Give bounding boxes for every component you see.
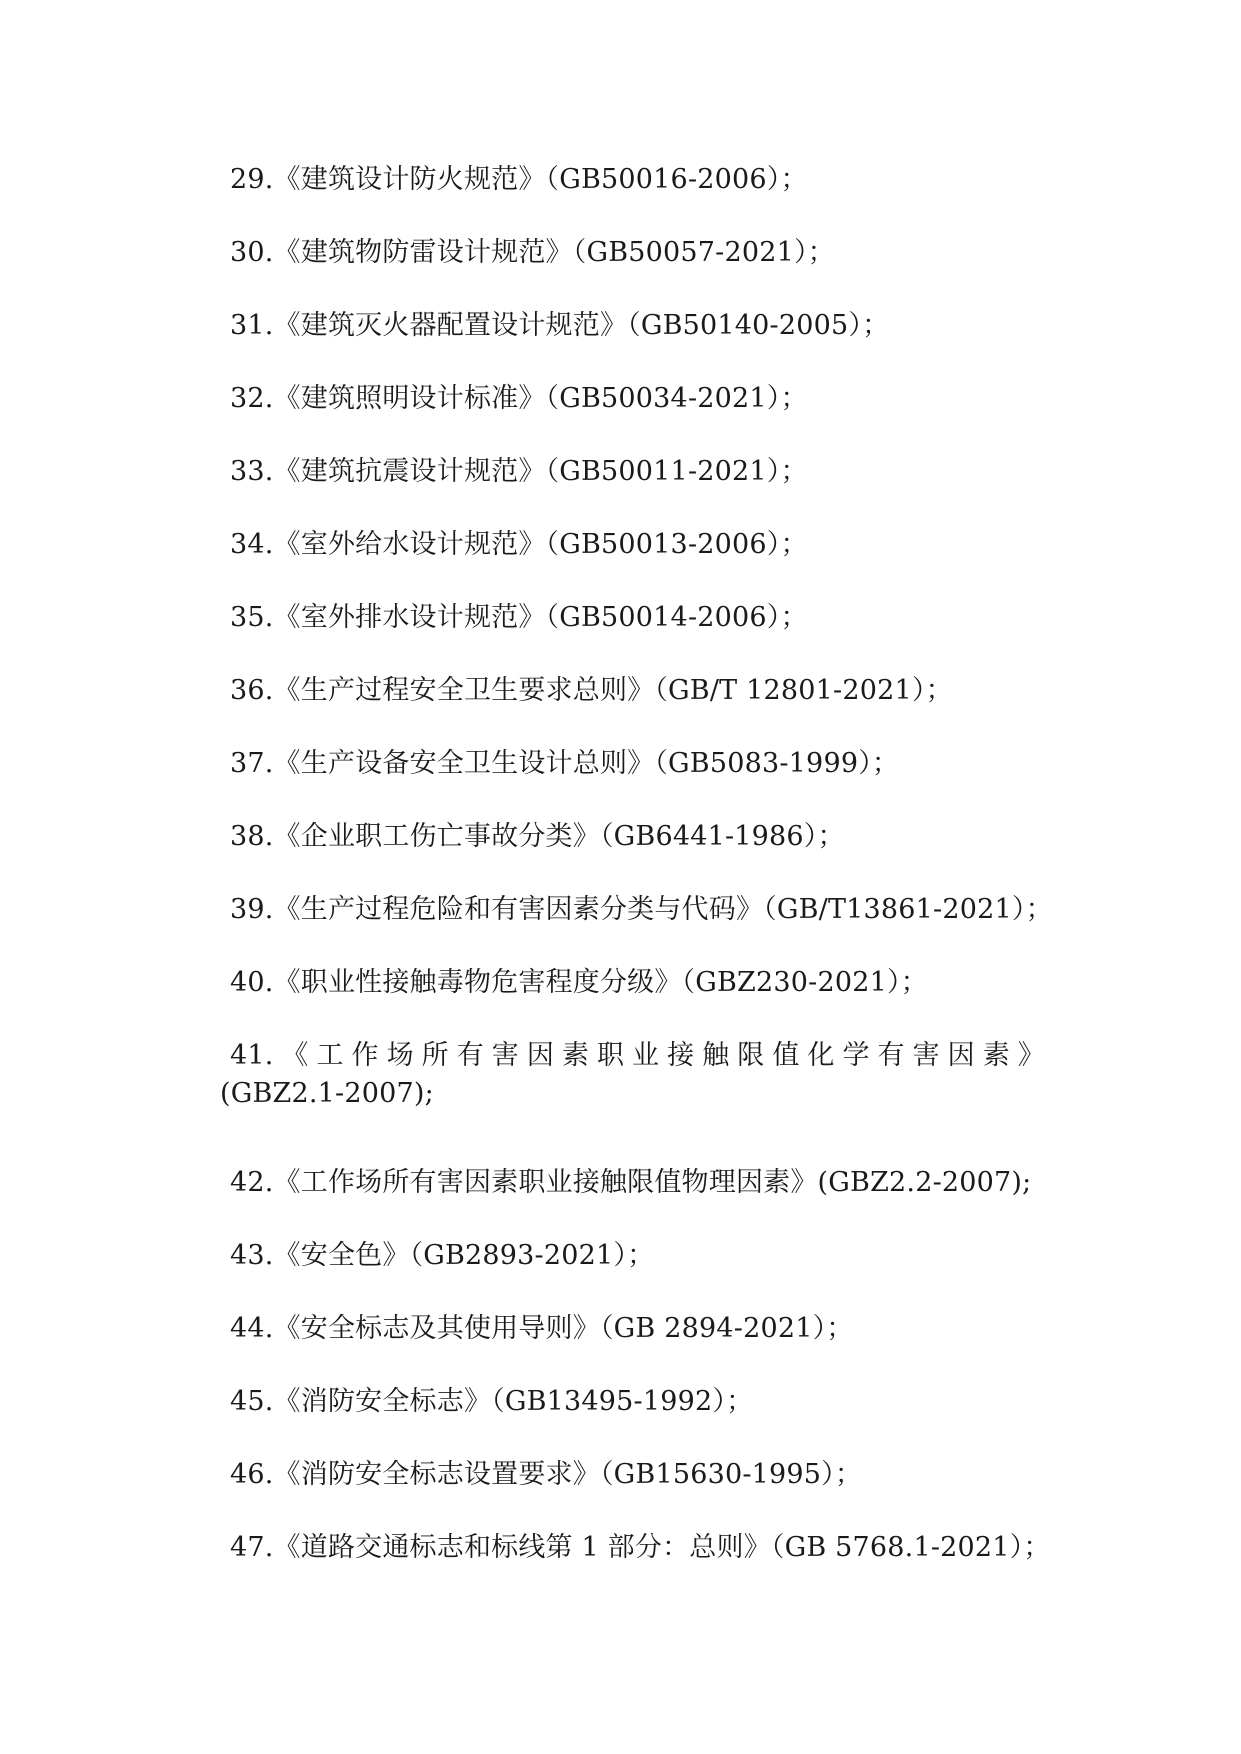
reference-item-line: 41.《工作场所有害因素职业接触限值化学有害因素》 (230, 1040, 1045, 1071)
reference-item: 31.《建筑灭火器配置设计规范》（GB50140-2005）； (230, 310, 890, 341)
reference-item (220, 1038, 1045, 1112)
reference-item: 44.《安全标志及其使用导则》（GB 2894-2021）； (230, 1313, 854, 1344)
reference-item: 40.《职业性接触毒物危害程度分级》（GBZ230-2021）； (230, 967, 928, 998)
reference-item: 45.《消防安全标志》（GB13495-1992）； (230, 1386, 754, 1417)
reference-item: 36.《生产过程安全卫生要求总则》（GB/T 12801-2021）； (230, 675, 953, 706)
reference-item: 30.《建筑物防雷设计规范》（GB50057-2021）； (230, 237, 835, 268)
reference-item: 47.《道路交通标志和标线第 1 部分：总则》（GB 5768.1-2021）； (230, 1532, 1051, 1563)
reference-item: 29.《建筑设计防火规范》（GB50016-2006）； (230, 164, 808, 195)
reference-item: 46.《消防安全标志设置要求》（GB15630-1995）； (230, 1459, 863, 1490)
reference-item: 33.《建筑抗震设计规范》（GB50011-2021）； (230, 456, 808, 487)
reference-item: 39.《生产过程危险和有害因素分类与代码》（GB/T13861-2021）； (230, 894, 1053, 925)
reference-item: 38.《企业职工伤亡事故分类》（GB6441-1986）； (230, 821, 845, 852)
reference-item: 34.《室外给水设计规范》（GB50013-2006）； (230, 529, 808, 560)
reference-item: 35.《室外排水设计规范》（GB50014-2006）； (230, 602, 808, 633)
reference-item: 32.《建筑照明设计标准》（GB50034-2021）； (230, 383, 808, 414)
reference-item: 37.《生产设备安全卫生设计总则》（GB5083-1999）； (230, 748, 900, 779)
reference-item: 42.《工作场所有害因素职业接触限值物理因素》(GBZ2.2-2007); (230, 1167, 1032, 1198)
reference-item: 43.《安全色》（GB2893-2021）； (230, 1240, 655, 1271)
reference-item-continuation: (GBZ2.1-2007); (220, 1078, 434, 1109)
